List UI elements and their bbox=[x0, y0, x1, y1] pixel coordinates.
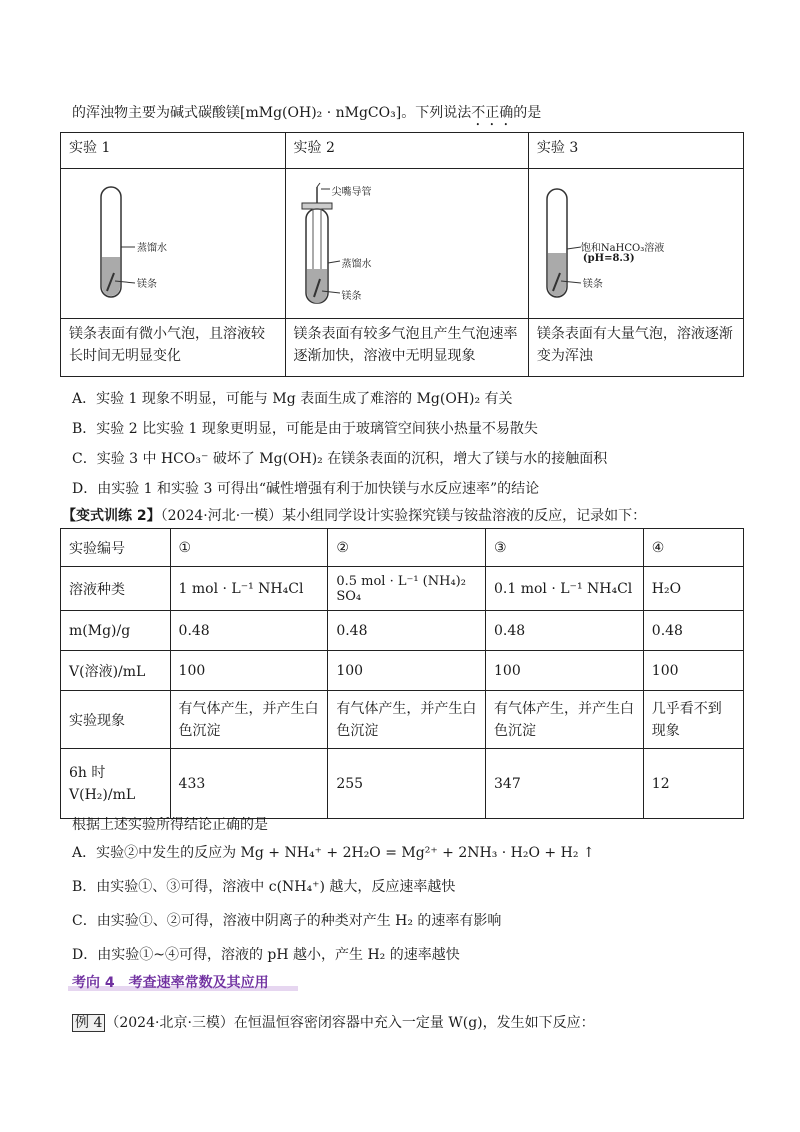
table2-cell: 347 bbox=[486, 749, 644, 819]
option1-d: D．由实验 1 和实验 3 可得出“碱性增强有利于加快镁与水反应速率”的结论 bbox=[72, 481, 540, 497]
table2-cell: 实验现象 bbox=[61, 691, 171, 749]
exp3-ph-label: (pH=8.3) bbox=[582, 253, 635, 264]
test-tube-figure-2 bbox=[294, 173, 514, 313]
intro-formula: mMg(OH)₂ · nMgCO₃ bbox=[245, 105, 396, 121]
exp2-mg-label: 镁条 bbox=[341, 291, 362, 302]
table2-cell: 0.48 bbox=[643, 611, 743, 651]
table2-cell: 433 bbox=[170, 749, 328, 819]
table2-cell: 100 bbox=[486, 651, 644, 691]
table1-figure-2 bbox=[285, 169, 528, 319]
option1-b: B．实验 2 比实验 1 现象更明显，可能是由于玻璃管空间狭小热量不易散失 bbox=[72, 421, 538, 437]
experiment-table-1 bbox=[60, 132, 744, 377]
table2-cell: 1 mol · L⁻¹ NH₄Cl bbox=[170, 567, 328, 611]
intro-text-1: 的浑浊物主要为碱式碳酸镁[ bbox=[72, 105, 246, 121]
intro-emphasis: 不正确 bbox=[471, 105, 514, 121]
table2-cell: 255 bbox=[328, 749, 486, 819]
section-heading-4 bbox=[72, 972, 269, 992]
exp1-mg-label: 镁条 bbox=[137, 279, 157, 290]
option2-d: D．由实验①~④可得，溶液的 pH 越小，产生 H₂ 的速率越快 bbox=[72, 947, 460, 963]
table2-cell: H₂O bbox=[643, 567, 743, 611]
table2-cell: 有气体产生，并产生白色沉淀 bbox=[486, 691, 644, 749]
table1-result-1: 镁条表面有微小气泡，且溶液较长时间无明显变化 bbox=[61, 319, 286, 377]
table2-cell: 0.48 bbox=[170, 611, 328, 651]
intro-text-2: ]。下列说法 bbox=[395, 105, 472, 121]
table2-cell: 溶液种类 bbox=[61, 567, 171, 611]
intro-line bbox=[72, 102, 541, 129]
table2-cell: ③ bbox=[486, 529, 644, 567]
table2-cell: 0.1 mol · L⁻¹ NH₄Cl bbox=[486, 567, 644, 611]
variant2-text: （2024·河北·一模）某小组同学设计实验探究镁与铵盐溶液的反应，记录如下： bbox=[160, 508, 647, 524]
table2-cell: 有气体产生，并产生白色沉淀 bbox=[170, 691, 328, 749]
section-heading-text: 考向 4 考查速率常数及其应用 bbox=[72, 975, 269, 991]
table2-cell: m(Mg)/g bbox=[61, 611, 171, 651]
option1-c: C．实验 3 中 HCO₃⁻ 破坏了 Mg(OH)₂ 在镁条表面的沉积，增大了镁与水的接触面积 bbox=[72, 451, 608, 467]
table2-cell: 几乎看不到现象 bbox=[643, 691, 743, 749]
option1-a: A．实验 1 现象不明显，可能与 Mg 表面生成了难溶的 Mg(OH)₂ 有关 bbox=[72, 391, 513, 407]
table1-header-3: 实验 3 bbox=[528, 133, 743, 169]
table2-cell: 6h 时 V(H₂)/mL bbox=[61, 749, 171, 819]
table2-cell: 有气体产生，并产生白色沉淀 bbox=[328, 691, 486, 749]
exp3-mg-label: 镁条 bbox=[582, 279, 603, 290]
option2-c: C．由实验①、②可得，溶液中阴离子的种类对产生 H₂ 的速率有影响 bbox=[72, 913, 502, 929]
example4-tag: 例 4 bbox=[72, 1014, 105, 1032]
table2-cell: 100 bbox=[643, 651, 743, 691]
table2-cell: 0.5 mol · L⁻¹ (NH₄)₂ SO₄ bbox=[328, 567, 486, 611]
table1-result-2: 镁条表面有较多气泡且产生气泡速率逐渐加快，溶液中无明显现象 bbox=[285, 319, 528, 377]
variant2-heading bbox=[62, 505, 646, 525]
exp2-tube-label: 尖嘴导管 bbox=[331, 187, 372, 198]
option2-a: A．实验②中发生的反应为 Mg + NH₄⁺ + 2H₂O = Mg²⁺ + 2NH₃ · H₂O + H₂ ↑ bbox=[72, 845, 595, 861]
table1-header-2: 实验 2 bbox=[285, 133, 528, 169]
table1-header-1: 实验 1 bbox=[61, 133, 286, 169]
table2-cell: 12 bbox=[643, 749, 743, 819]
test-tube-figure-1 bbox=[69, 173, 269, 313]
table2-cell: ② bbox=[328, 529, 486, 567]
variant2-tag: 【变式训练 2】 bbox=[62, 508, 161, 524]
table2-cell: ① bbox=[170, 529, 328, 567]
intro-text-3: 的是 bbox=[513, 105, 542, 121]
table2-cell: 0.48 bbox=[486, 611, 644, 651]
table2-cell: 0.48 bbox=[328, 611, 486, 651]
exp1-water-label: 蒸馏水 bbox=[137, 243, 167, 254]
example4-text: （2024·北京·三模）在恒温恒容密闭容器中充入一定量 W(g)，发生如下反应： bbox=[105, 1015, 595, 1031]
option2-b: B．由实验①、③可得，溶液中 c(NH₄⁺) 越大，反应速率越快 bbox=[72, 879, 456, 895]
exp3-solution-label: 饱和NaHCO₃溶液 bbox=[580, 243, 665, 254]
table2-cell: 实验编号 bbox=[61, 529, 171, 567]
table2-cell: 100 bbox=[328, 651, 486, 691]
table1-figure-3 bbox=[528, 169, 743, 319]
table2-cell: V(溶液)/mL bbox=[61, 651, 171, 691]
exp2-water-label: 蒸馏水 bbox=[341, 259, 372, 270]
table2-cell: ④ bbox=[643, 529, 743, 567]
question2-stem: 根据上述实验所得结论正确的是 bbox=[72, 817, 268, 833]
table1-figure-1 bbox=[61, 169, 286, 319]
example4-line bbox=[72, 1012, 595, 1032]
table2-cell: 100 bbox=[170, 651, 328, 691]
experiment-table-2 bbox=[60, 528, 744, 819]
table1-result-3: 镁条表面有大量气泡，溶液逐渐变为浑浊 bbox=[528, 319, 743, 377]
